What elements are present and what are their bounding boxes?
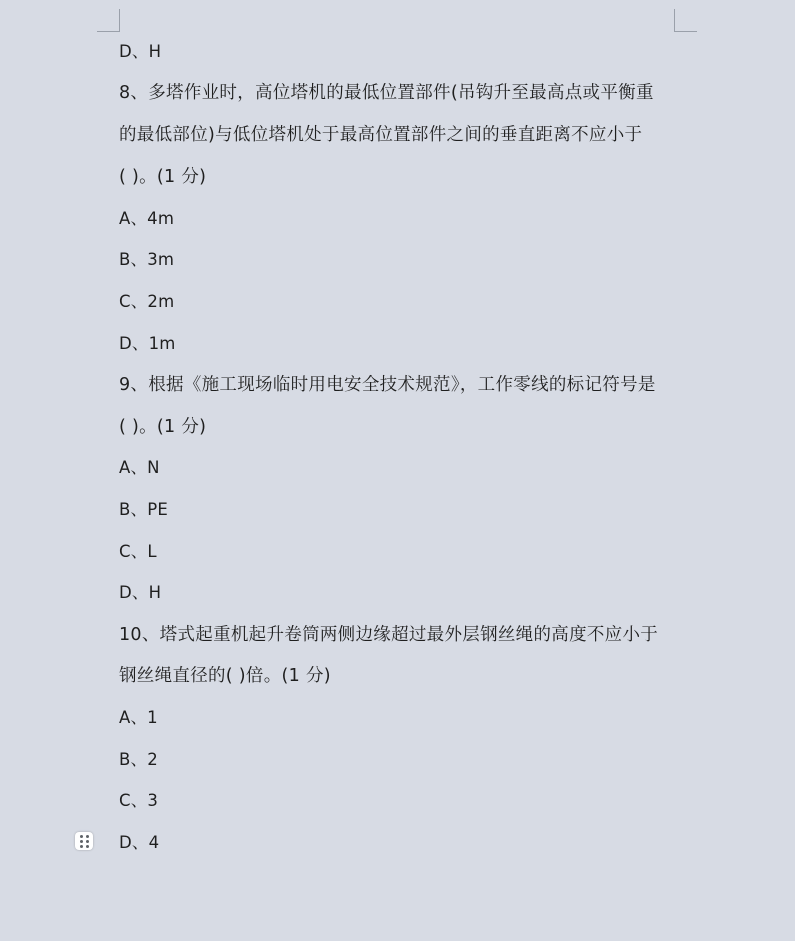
option-a-question-8: A、4m: [119, 209, 175, 228]
option-d-question-10: D、4: [119, 833, 160, 852]
drag-handle-icon[interactable]: [75, 832, 93, 850]
option-a-question-9: A、N: [119, 458, 160, 477]
option-a-question-10: A、1: [119, 708, 158, 727]
question-10-line-2: 钢丝绳直径的( )倍。(1 分): [119, 666, 331, 686]
option-d-question-7: D、H: [119, 42, 162, 61]
question-9-line-2: ( )。(1 分): [119, 417, 207, 437]
option-c-question-9: C、L: [119, 542, 157, 561]
option-b-question-9: B、PE: [119, 500, 168, 519]
margin-corner-top-right: [674, 9, 697, 32]
question-8-line-2: 的最低部位)与低位塔机处于最高位置部件之间的垂直距离不应小于: [119, 125, 643, 145]
option-c-question-10: C、3: [119, 791, 159, 810]
option-d-question-9: D、H: [119, 583, 162, 602]
question-9-line-1: 9、根据《施工现场临时用电安全技术规范》，工作零线的标记符号是: [119, 375, 656, 395]
question-8-line-1: 8、多塔作业时，高位塔机的最低位置部件(吊钩升至最高点或平衡重: [119, 83, 654, 103]
option-b-question-8: B、3m: [119, 250, 175, 269]
option-c-question-8: C、2m: [119, 292, 175, 311]
question-8-line-3: ( )。(1 分): [119, 167, 207, 187]
margin-corner-top-left: [97, 9, 120, 32]
question-10-line-1: 10、塔式起重机起升卷筒两侧边缘超过最外层钢丝绳的高度不应小于: [119, 625, 659, 645]
option-d-question-8: D、1m: [119, 334, 176, 353]
option-b-question-10: B、2: [119, 750, 158, 769]
